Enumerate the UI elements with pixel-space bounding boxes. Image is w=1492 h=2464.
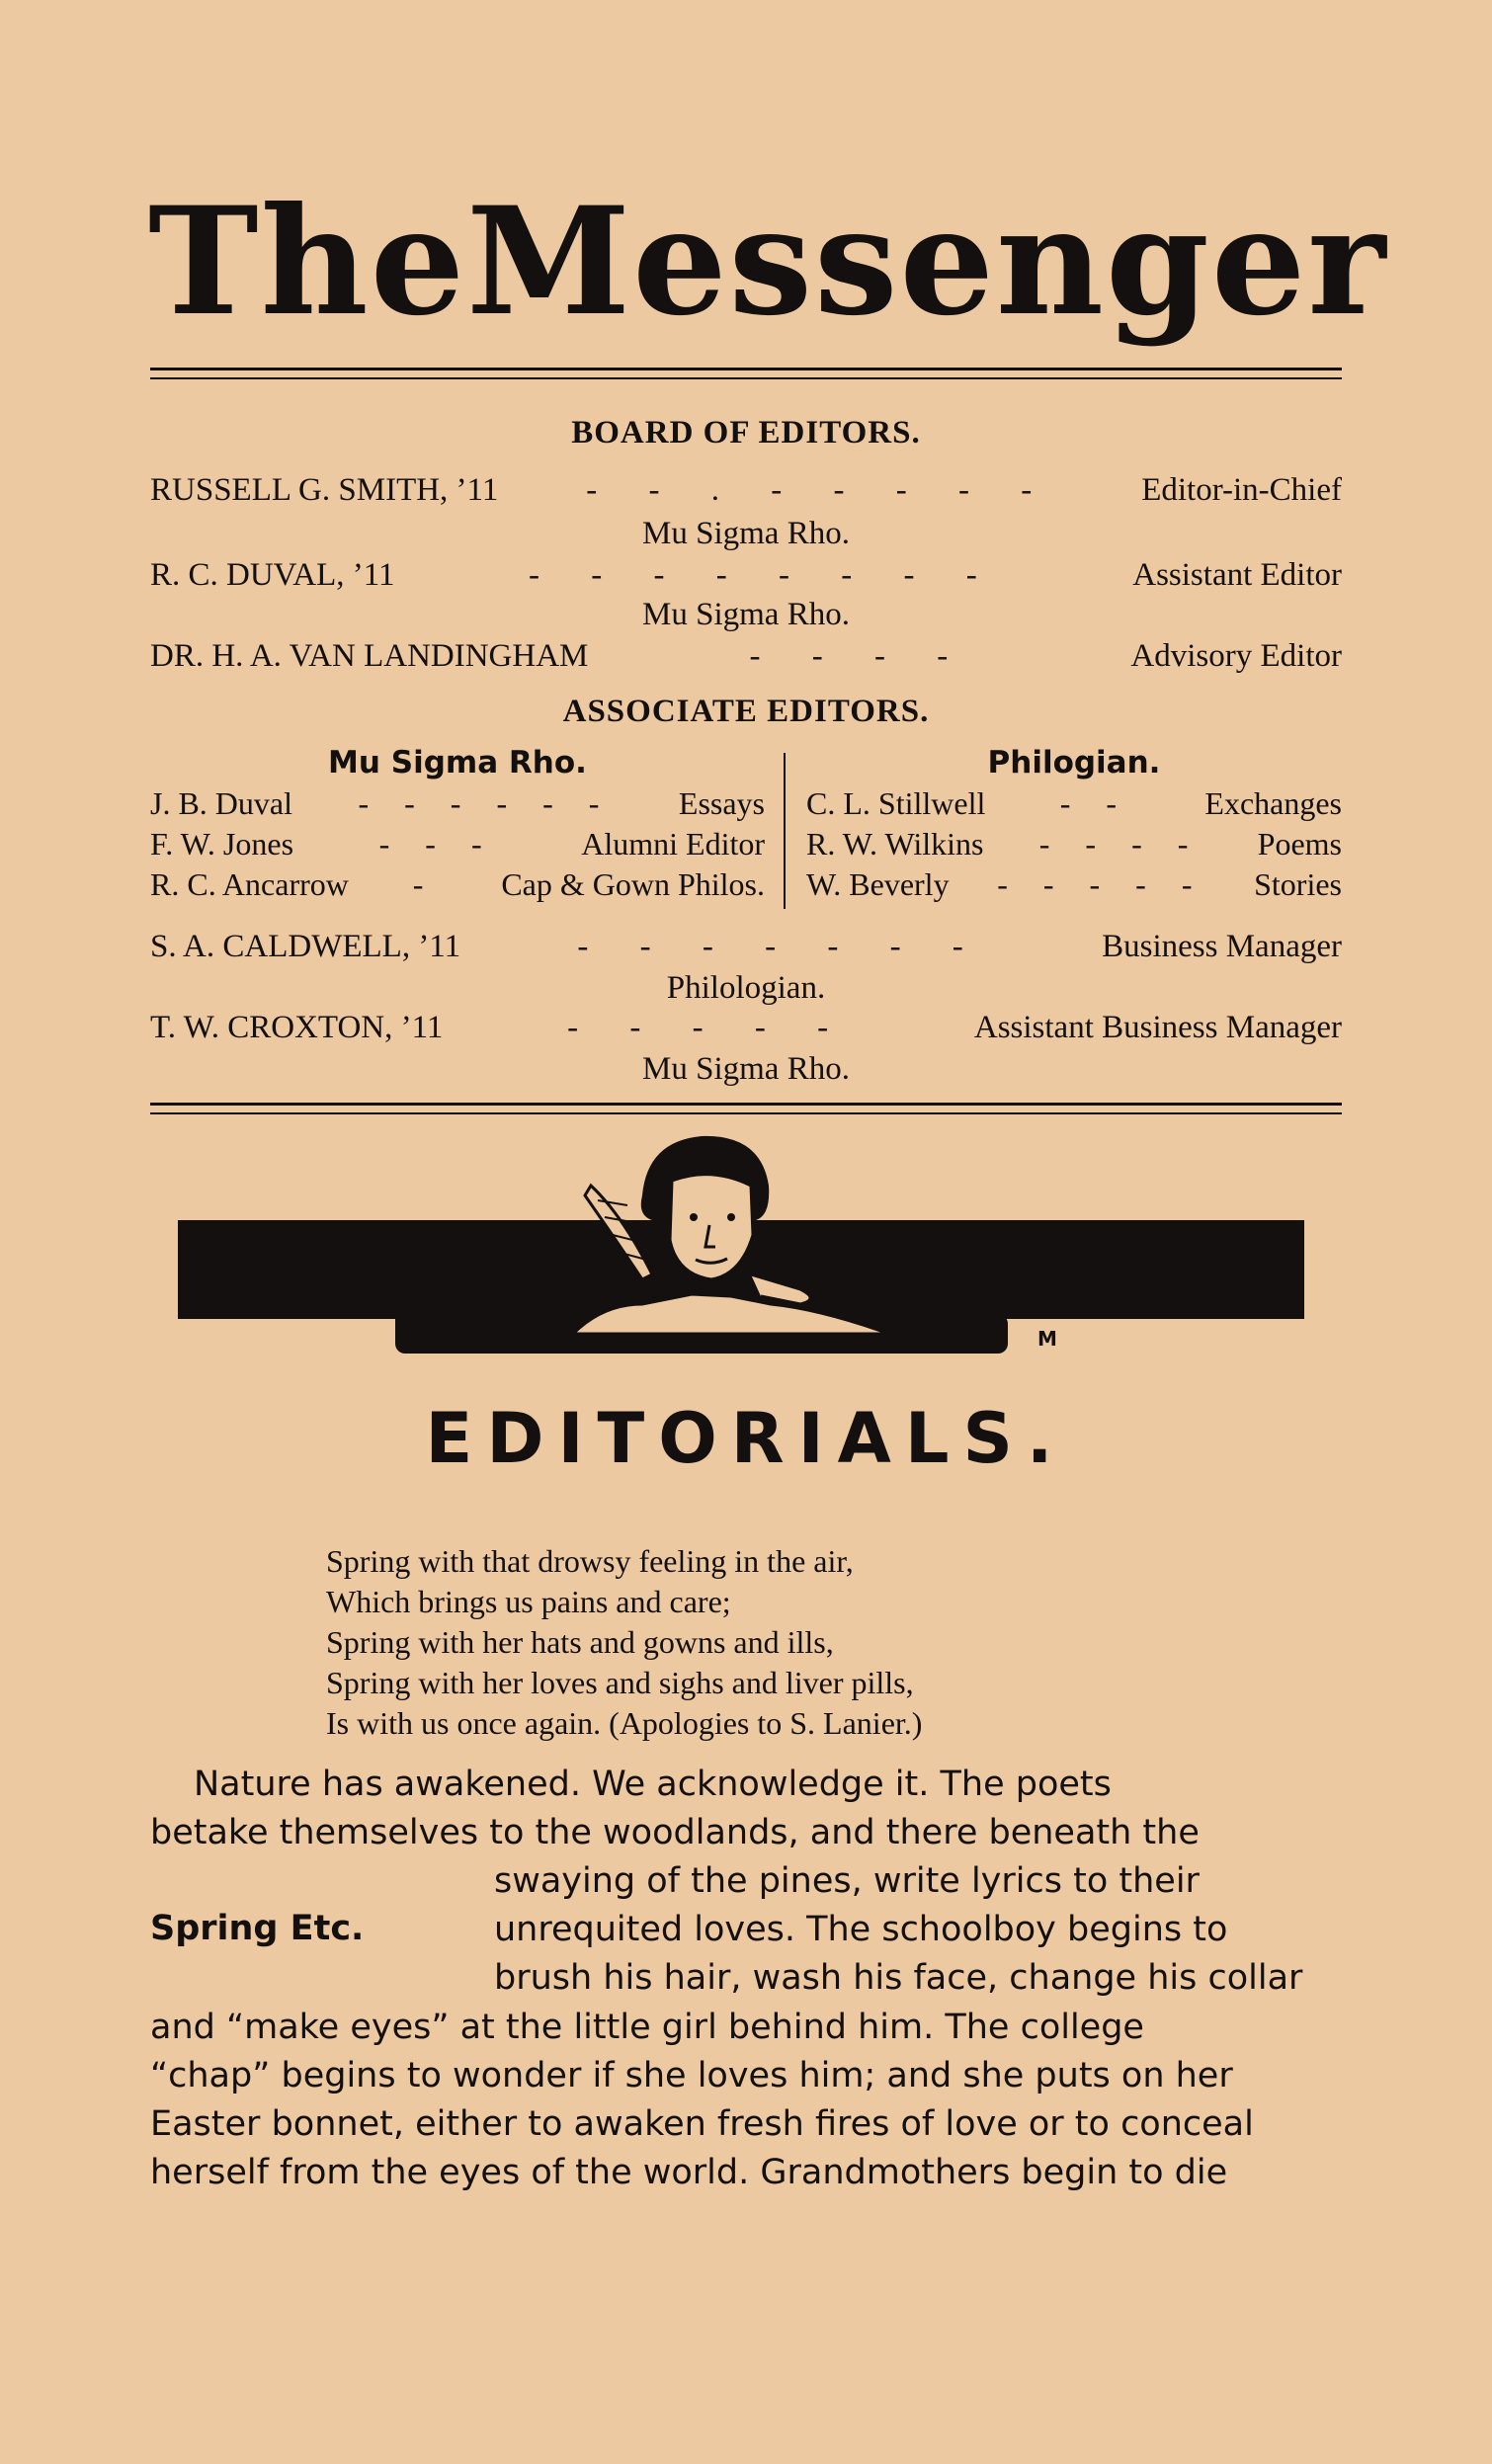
epigraph-poem bbox=[326, 1541, 922, 1744]
masthead-word-the: The bbox=[148, 175, 467, 349]
poem-line: Which brings us pains and care; bbox=[326, 1584, 731, 1619]
column-title: Mu Sigma Rho. bbox=[328, 745, 587, 780]
article-side-column bbox=[494, 1857, 1342, 2003]
article-line: Easter bonnet, either to awaken fresh fires of love or to conceal bbox=[150, 2104, 1254, 2144]
leader-dashes: - - bbox=[1059, 785, 1131, 821]
associate-entry bbox=[150, 824, 765, 864]
masthead-rule-bottom bbox=[150, 377, 1342, 379]
manager-society: Philologian. bbox=[666, 970, 826, 1006]
business-manager-entry bbox=[150, 927, 1342, 966]
associate-entry bbox=[150, 864, 765, 905]
editor-role: Advisory Editor bbox=[1130, 638, 1342, 674]
associate-entry bbox=[806, 864, 1342, 905]
associate-role: Alumni Editor bbox=[581, 826, 765, 862]
manager-society: Mu Sigma Rho. bbox=[642, 1051, 850, 1087]
poem-line: Spring with her loves and sighs and liver pills, bbox=[326, 1665, 914, 1700]
poem-line: Is with us once again. (Apologies to S. Lanier.) bbox=[326, 1705, 923, 1741]
associate-heading: ASSOCIATE EDITORS. bbox=[562, 694, 930, 729]
article-line: swaying of the pines, write lyrics to their bbox=[494, 1861, 1200, 1901]
manager-name: T. W. CROXTON, ’11 bbox=[150, 1010, 444, 1045]
leader-dashes: - - - - - bbox=[567, 1010, 851, 1045]
editor-name: DR. H. A. VAN LANDINGHAM bbox=[150, 638, 589, 674]
column-title: Philogian. bbox=[987, 745, 1161, 780]
manager-role: Assistant Business Manager bbox=[973, 1010, 1342, 1045]
banner-title: EDITORIALS. bbox=[425, 1398, 1067, 1479]
leader-dashes: - - - - bbox=[1038, 826, 1202, 862]
article-line: “chap” begins to wonder if she loves him; and she puts on her bbox=[150, 2056, 1233, 2095]
editor-name: R. C. DUVAL, ’11 bbox=[150, 557, 395, 593]
associate-role: Poems bbox=[1257, 826, 1342, 862]
article-side-title: Spring Etc. bbox=[150, 1909, 365, 1948]
assistant-business-manager-entry bbox=[150, 1008, 1342, 1047]
column-divider bbox=[784, 753, 786, 909]
associate-name: J. B. Duval bbox=[150, 785, 292, 821]
associate-entry bbox=[806, 783, 1342, 824]
poem-line: Spring with her hats and gowns and ills, bbox=[326, 1624, 834, 1660]
article-line: Nature has awakened. We acknowledge it. The poets bbox=[194, 1765, 1112, 1804]
article-line: unrequited loves. The schoolboy begins to bbox=[494, 1910, 1228, 1949]
associate-name: R. C. Ancarrow bbox=[150, 866, 349, 902]
masthead-word-messenger: Messenger bbox=[466, 175, 1388, 349]
editor-name: RUSSELL G. SMITH, ’11 bbox=[150, 472, 499, 508]
editorials-banner bbox=[178, 1126, 1314, 1482]
editor-role: Editor-in-Chief bbox=[1141, 472, 1342, 508]
associate-name: W. Beverly bbox=[806, 866, 950, 902]
associate-role: Essays bbox=[678, 785, 765, 821]
leader-dashes: - - . - - - - - bbox=[586, 472, 1054, 508]
board-entry-assistant-editor bbox=[150, 555, 1342, 595]
editor-society: Mu Sigma Rho. bbox=[642, 516, 850, 551]
leader-dashes: - - - - bbox=[749, 638, 970, 674]
manager-name: S. A. CALDWELL, ’11 bbox=[150, 929, 461, 964]
article-body bbox=[150, 2004, 1342, 2197]
poem-line: Spring with that drowsy feeling in the air, bbox=[326, 1543, 854, 1579]
leader-dashes: - - - bbox=[378, 826, 496, 862]
article-line: betake themselves to the woodlands, and there beneath the bbox=[150, 1813, 1200, 1852]
leader-dashes: - - - - - - - - bbox=[529, 557, 999, 593]
editor-role: Assistant Editor bbox=[1132, 557, 1342, 593]
banner-monogram: M bbox=[1037, 1327, 1057, 1351]
article-intro bbox=[150, 1761, 1342, 1857]
associate-role: Exchanges bbox=[1204, 785, 1342, 821]
board-entry-advisory-editor bbox=[150, 636, 1342, 676]
associate-name: R. W. Wilkins bbox=[806, 826, 984, 862]
leader-dashes: - bbox=[412, 866, 438, 902]
board-entry-editor-in-chief bbox=[150, 470, 1342, 510]
section-rule-bottom bbox=[150, 1112, 1342, 1114]
article-line: herself from the eyes of the world. Grandmothers begin to die bbox=[150, 2153, 1228, 2192]
leader-dashes: - - - - - - bbox=[358, 785, 614, 821]
masthead-rule-top bbox=[150, 368, 1342, 370]
associate-entry bbox=[150, 783, 765, 824]
article-line: brush his hair, wash his face, change his collar bbox=[494, 1958, 1303, 1998]
associate-role: Cap & Gown Philos. bbox=[501, 866, 765, 902]
associate-entry bbox=[806, 824, 1342, 864]
associate-name: C. L. Stillwell bbox=[806, 785, 986, 821]
leader-dashes: - - - - - - - bbox=[577, 929, 985, 964]
leader-dashes: - - - - - bbox=[997, 866, 1206, 902]
editor-society: Mu Sigma Rho. bbox=[642, 597, 850, 632]
associate-role: Stories bbox=[1254, 866, 1342, 902]
article-line: and “make eyes” at the little girl behind him. The college bbox=[150, 2008, 1144, 2047]
manager-role: Business Manager bbox=[1102, 929, 1342, 964]
masthead bbox=[148, 175, 1388, 349]
section-rule-top bbox=[150, 1103, 1342, 1106]
associate-name: F. W. Jones bbox=[150, 826, 294, 862]
associate-column-philogian bbox=[806, 743, 1342, 905]
board-heading: BOARD OF EDITORS. bbox=[571, 415, 921, 451]
associate-column-mu-sigma-rho bbox=[150, 743, 765, 905]
